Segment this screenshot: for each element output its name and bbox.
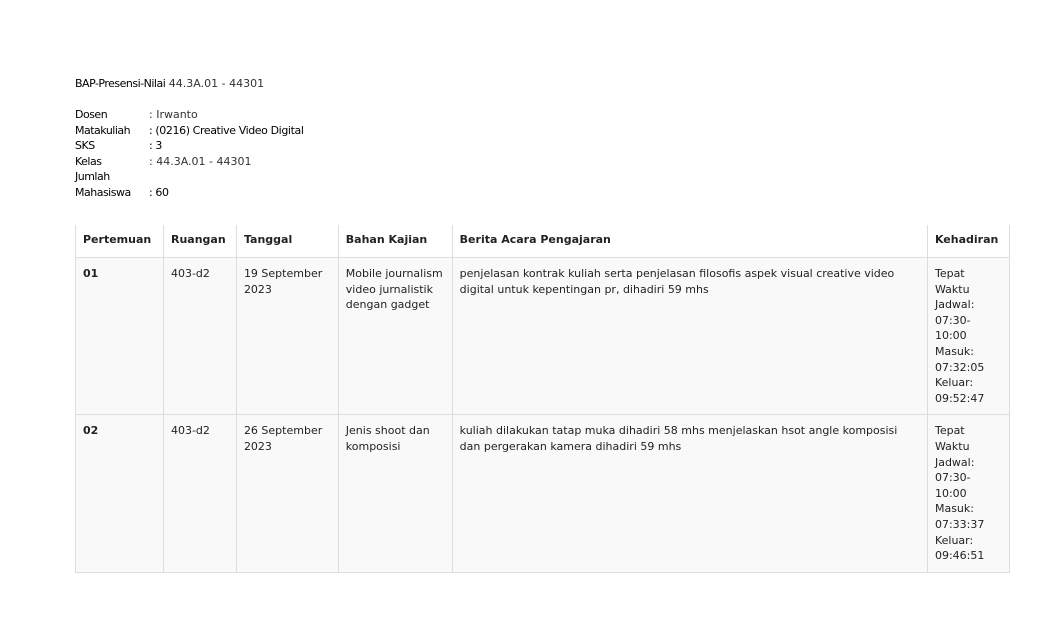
table-row — [76, 415, 1010, 572]
cell-pertemuan: 01 — [76, 258, 164, 415]
cell-berita-acara: penjelasan kontrak kuliah serta penjelasan filosofis aspek visual creative video digital untuk kepentingan pr, dihadiri 59 mhs — [452, 258, 927, 415]
column-header-berita-acara: Berita Acara Pengajaran — [452, 225, 927, 258]
info-value-matakuliah: : (0216) Creative Video Digital — [149, 123, 304, 137]
cell-tanggal: 19 September 2023 — [236, 258, 338, 415]
info-key-kelas: Kelas — [75, 154, 102, 168]
course-info — [75, 107, 1010, 200]
check-in-label: Masuk: — [934, 344, 974, 358]
check-out-label: Keluar: — [934, 376, 974, 390]
bap-table — [75, 225, 1010, 573]
info-value-kelas: : 44.3A.01 - 44301 — [149, 154, 252, 168]
document-header — [75, 76, 1010, 200]
cell-ruangan: 403-d2 — [163, 258, 236, 415]
info-key-sks: SKS — [75, 139, 95, 152]
cell-kehadiran — [927, 258, 1009, 415]
info-value-sks: : 3 — [149, 139, 163, 152]
class-code: 44.3A.01 - 44301 — [168, 77, 265, 90]
cell-kehadiran — [927, 415, 1009, 572]
info-row-jumlah — [75, 169, 1010, 200]
info-row-dosen — [75, 107, 1010, 123]
table-header-row — [76, 225, 1010, 258]
cell-pertemuan: 02 — [76, 415, 164, 572]
cell-bahan-kajian: Mobile journalism video jurnalistik dengan gadget — [338, 258, 452, 415]
check-out-label: Keluar: — [934, 533, 974, 547]
title-label: BAP-Presensi-Nilai — [75, 77, 166, 90]
attendance-status: Tepat Waktu — [934, 267, 970, 296]
check-out-time: 09:46:51 — [934, 549, 985, 563]
column-header-ruangan: Ruangan — [163, 225, 236, 258]
column-header-kehadiran: Kehadiran — [927, 225, 1009, 258]
cell-bahan-kajian: Jenis shoot dan komposisi — [338, 415, 452, 572]
schedule-time: 07:30-10:00 — [934, 313, 971, 343]
column-header-tanggal: Tanggal — [236, 225, 338, 258]
info-key-dosen: Dosen — [75, 108, 108, 121]
page-title — [75, 76, 1010, 92]
column-header-bahan-kajian: Bahan Kajian — [338, 225, 452, 258]
check-in-time: 07:33:37 — [934, 517, 985, 531]
cell-ruangan: 403-d2 — [163, 415, 236, 572]
info-row-kelas — [75, 154, 1010, 170]
column-header-pertemuan: Pertemuan — [76, 225, 164, 258]
cell-berita-acara: kuliah dilakukan tatap muka dihadiri 58 mhs menjelaskan hsot angle komposisi dan pergerakan kamera dihadiri 59 mhs — [452, 415, 927, 572]
info-key-matakuliah: Matakuliah — [75, 123, 131, 137]
info-value-dosen: : Irwanto — [149, 108, 198, 121]
schedule-time: 07:30-10:00 — [934, 471, 971, 500]
schedule-label: Jadwal: — [934, 298, 975, 312]
schedule-label: Jadwal: — [934, 455, 975, 469]
cell-tanggal: 26 September 2023 — [236, 415, 338, 572]
attendance-status: Tepat Waktu — [934, 424, 970, 453]
check-in-label: Masuk: — [934, 502, 974, 516]
info-row-matakuliah — [75, 123, 1010, 139]
table-row — [76, 258, 1010, 415]
check-out-time: 09:52:47 — [934, 391, 985, 405]
info-value-jumlah: : 60 — [149, 185, 169, 199]
info-row-sks — [75, 138, 1010, 154]
info-key-jumlah: Jumlah Mahasiswa — [75, 170, 131, 199]
check-in-time: 07:32:05 — [934, 360, 985, 374]
